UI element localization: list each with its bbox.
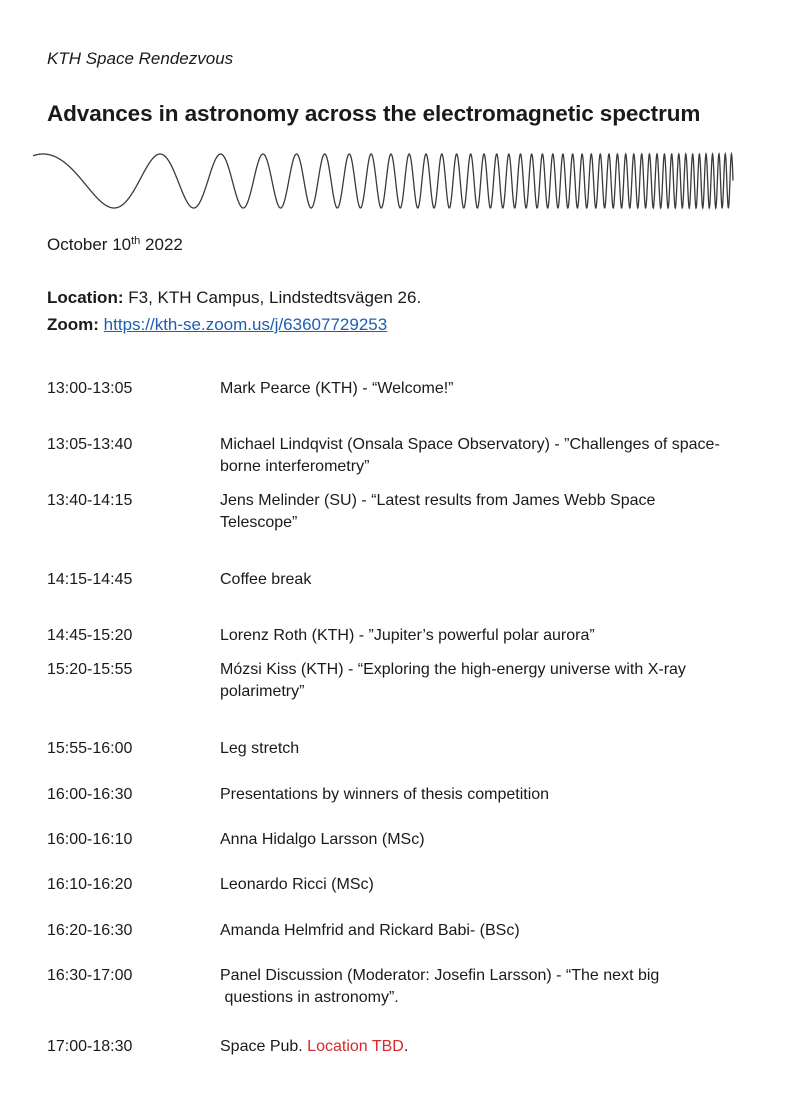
schedule-text: Jens Melinder (SU) - “Latest results from James Webb Space bbox=[220, 492, 656, 509]
schedule-text-tail: . bbox=[403, 1038, 409, 1055]
schedule-time: 16:20-16:30 bbox=[47, 922, 133, 939]
schedule-text: Mózsi Kiss (KTH) - “Exploring the high-energy universe with X-ray bbox=[220, 661, 686, 678]
schedule-time: 16:30-17:00 bbox=[47, 967, 133, 984]
location-line bbox=[47, 288, 421, 308]
schedule-text: Lorenz Roth (KTH) - ”Jupiter’s powerful polar aurora” bbox=[220, 627, 595, 644]
location-value: F3, KTH Campus, Lindstedtsvägen 26. bbox=[128, 288, 422, 307]
schedule-item bbox=[220, 874, 760, 896]
schedule-time: 13:40-14:15 bbox=[47, 492, 133, 509]
schedule-time: 14:15-14:45 bbox=[47, 571, 133, 588]
zoom-link[interactable]: https://kth-se.zoom.us/j/63607729253 bbox=[103, 315, 388, 334]
schedule-item bbox=[220, 784, 760, 806]
schedule-item bbox=[220, 965, 760, 1009]
schedule-text-cont: borne interferometry” bbox=[220, 458, 370, 475]
date-main: October 10 bbox=[47, 235, 132, 254]
schedule-text: Panel Discussion (Moderator: Josefin Larsson) - “The next big bbox=[220, 967, 660, 984]
event-date bbox=[47, 235, 183, 255]
schedule-text: Coffee break bbox=[220, 571, 312, 588]
schedule-item bbox=[220, 569, 760, 591]
chirp-wave-graphic bbox=[32, 150, 734, 212]
schedule-text: Michael Lindqvist (Onsala Space Observatory) - ”Challenges of space- bbox=[220, 436, 720, 453]
schedule-time: 16:10-16:20 bbox=[47, 876, 133, 893]
schedule-time: 16:00-16:30 bbox=[47, 786, 133, 803]
zoom-line bbox=[47, 315, 387, 335]
schedule-time: 15:20-15:55 bbox=[47, 661, 133, 678]
schedule-text: Leonardo Ricci (MSc) bbox=[220, 876, 374, 893]
event-series: KTH Space Rendezvous bbox=[47, 49, 234, 68]
wave-line bbox=[33, 154, 733, 208]
schedule-item bbox=[220, 490, 760, 534]
zoom-label: Zoom: bbox=[47, 315, 99, 334]
location-tbd-text: Location TBD bbox=[307, 1038, 404, 1055]
schedule-time: 14:45-15:20 bbox=[47, 627, 133, 644]
schedule-time: 17:00-18:30 bbox=[47, 1038, 133, 1055]
location-label: Location: bbox=[47, 288, 124, 307]
schedule-text: Amanda Helmfrid and Rickard Babi- (BSc) bbox=[220, 922, 520, 939]
schedule-time: 15:55-16:00 bbox=[47, 740, 133, 757]
schedule-item bbox=[220, 829, 760, 851]
schedule-item bbox=[220, 738, 760, 760]
schedule-text: Mark Pearce (KTH) - “Welcome!” bbox=[220, 380, 454, 397]
schedule-item bbox=[220, 434, 760, 478]
schedule-item bbox=[220, 378, 760, 400]
date-year: 2022 bbox=[145, 235, 183, 254]
schedule-item bbox=[220, 1036, 760, 1058]
date-ordinal: th bbox=[131, 235, 141, 247]
schedule-item bbox=[220, 625, 760, 647]
page-title: Advances in astronomy across the electromagnetic spectrum bbox=[47, 101, 701, 126]
schedule-text: Leg stretch bbox=[220, 740, 300, 757]
schedule-item bbox=[220, 659, 760, 703]
schedule-text: Space Pub. bbox=[220, 1038, 308, 1055]
schedule-text: Anna Hidalgo Larsson (MSc) bbox=[220, 831, 425, 848]
schedule-item bbox=[220, 920, 760, 942]
schedule-text-cont: polarimetry” bbox=[220, 683, 305, 700]
schedule-text: Presentations by winners of thesis competition bbox=[220, 786, 550, 803]
schedule-time: 13:05-13:40 bbox=[47, 436, 133, 453]
schedule-text-cont: questions in astronomy”. bbox=[220, 989, 399, 1006]
schedule-text-cont: Telescope” bbox=[220, 514, 298, 531]
schedule-time: 16:00-16:10 bbox=[47, 831, 133, 848]
schedule-time: 13:00-13:05 bbox=[47, 380, 133, 397]
